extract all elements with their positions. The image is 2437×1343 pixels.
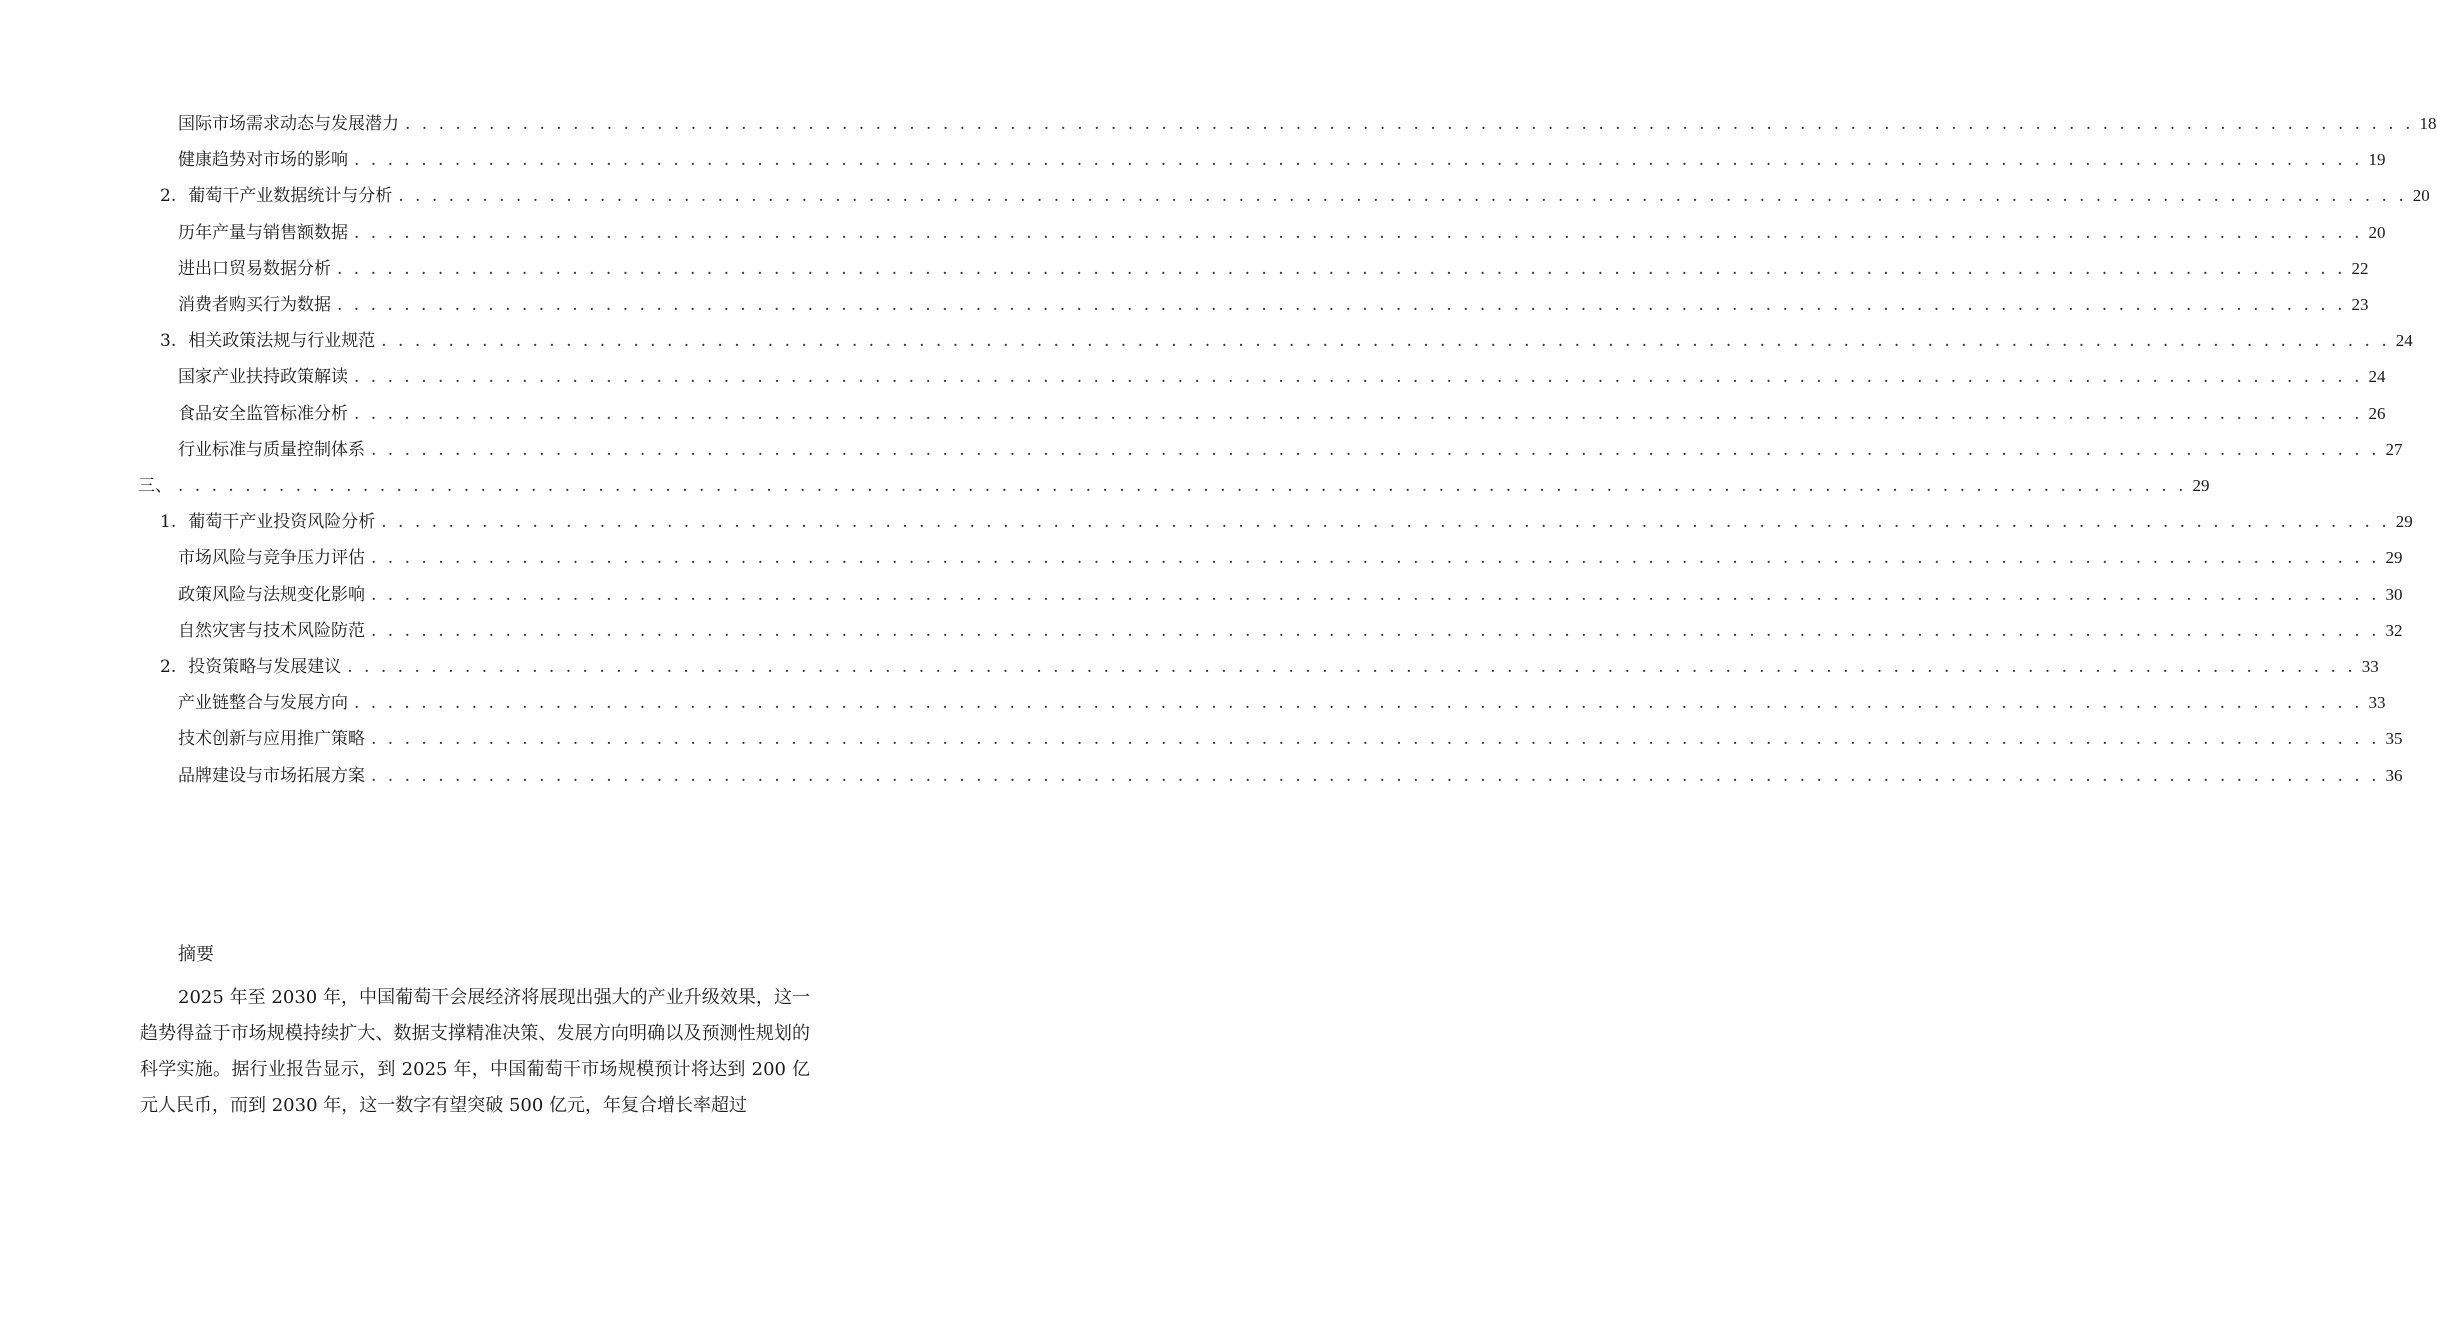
toc-entry-page-number: 19 (2368, 150, 2386, 170)
toc-entry-page-number: 24 (2395, 331, 2413, 351)
toc-entry[interactable] (178, 364, 2386, 390)
toc-dot-leader: . . . . . . . . . . . . . . . . . . . . . . . . . . . . . . . . . . . . . . . . . . . . . . . . . . . . . . . . . . . . . . . . . . . . . . . . . . . . . . . . . . . . . . . . . . . . . . . . . . . . . . . . . . . . . . . . . . . . . . . . (381, 512, 2390, 533)
toc-entry-page-number: 33 (2368, 693, 2386, 713)
toc-entry-page-number: 20 (2368, 222, 2386, 242)
toc-entry-page-number: 27 (2385, 439, 2403, 459)
toc-dot-leader: . . . . . . . . . . . . . . . . . . . . . . . . . . . . . . . . . . . . . . . . . . . . . . . . . . . . . . . . . . . . . . . . . . . . . . . . . . . . . . . . . . . . . . . . . . . . . . . . . . . . . . . . . . . . . . . . . . . . . . . . (371, 439, 2380, 460)
toc-entry-number: 2. (160, 657, 177, 677)
toc-dot-leader: . . . . . . . . . . . . . . . . . . . . . . . . . . . . . . . . . . . . . . . . . . . . . . . . . . . . . . . . . . . . . . . . . . . . . . . . . . . . . . . . . . . . . . . . . . . . . . . . . . . . . . . . . . . . . . . . . . . . . . . . (354, 693, 2363, 714)
toc-entry[interactable] (178, 401, 2386, 427)
toc-dot-leader: . . . . . . . . . . . . . . . . . . . . . . . . . . . . . . . . . . . . . . . . . . . . . . . . . . . . . . . . . . . . . . . . . . . . . . . . . . . . . . . . . . . . . . . . . . . . . . . . . . . . . . . . . . . . . . . . . . . . . . . . (347, 657, 2356, 677)
toc-entry[interactable] (160, 654, 2379, 680)
toc-entry-title: 政策风险与法规变化影响 (178, 584, 365, 605)
toc-entry-page-number: 18 (2419, 114, 2437, 133)
toc-dot-leader: . . . . . . . . . . . . . . . . . . . . . . . . . . . . . . . . . . . . . . . . . . . . . . . . . . . . . . . . . . . . . . . . . . . . . . . . . . . . . . . . . . . . . . . . . . . . . . . . . . . . . . . . . . . . . . . . . . . . . . . . (371, 620, 2380, 641)
toc-entry[interactable] (178, 545, 2403, 571)
toc-dot-leader: . . . . . . . . . . . . . . . . . . . . . . . . . . . . . . . . . . . . . . . . . . . . . . . . . . . . . . . . . . . . . . . . . . . . . . . . . . . . . . . . . . . . . . . . . . . . . . . . . . . . . . . . . . . . . . . . . . . . . . . . (337, 258, 2346, 279)
toc-entry-page-number: 35 (2385, 729, 2403, 749)
toc-entry-page-number: 29 (2385, 548, 2403, 568)
toc-entry-title: 自然灾害与技术风险防范 (178, 620, 365, 641)
toc-entry[interactable] (178, 690, 2386, 716)
toc-entry[interactable] (160, 183, 2430, 209)
toc-dot-leader: . . . . . . . . . . . . . . . . . . . . . . . . . . . . . . . . . . . . . . . . . . . . . . . . . . . . . . . . . . . . . . . . . . . . . . . . . . . . . . . . . . . . . . . . . . . . . . . . . . . . . . . . . . . . . . . . . . . . . . . . (371, 765, 2380, 786)
toc-dot-leader: . . . . . . . . . . . . . . . . . . . . . . . . . . . . . . . . . . . . . . . . . . . . . . . . . . . . . . . . . . . . . . . . . . . . . . . . . . . . . . . . . . . . . . . . . . . . . . . . . . . . . . . . . . . . . . . . . . . . . . . . (178, 476, 2187, 496)
toc-entry-title: 国际市场需求动态与发展潜力 (178, 114, 399, 134)
toc-entry-page-number: 30 (2385, 584, 2403, 604)
toc-entry-title: 行业标准与质量控制体系 (178, 439, 365, 460)
toc-entry-number: 2. (160, 186, 177, 207)
toc-entry-title: 消费者购买行为数据 (178, 295, 331, 315)
toc-entry-title: 三、 (138, 476, 172, 496)
toc-dot-leader: . . . . . . . . . . . . . . . . . . . . . . . . . . . . . . . . . . . . . . . . . . . . . . . . . . . . . . . . . . . . . . . . . . . . . . . . . . . . . . . . . . . . . . . . . . . . . . . . . . . . . . . . . . . . . . . . . . . . . . . . (371, 584, 2380, 605)
toc-entry-page-number: 33 (2361, 657, 2379, 676)
toc-entry-title: 投资策略与发展建议 (188, 657, 342, 677)
toc-dot-leader: . . . . . . . . . . . . . . . . . . . . . . . . . . . . . . . . . . . . . . . . . . . . . . . . . . . . . . . . . . . . . . . . . . . . . . . . . . . . . . . . . . . . . . . . . . . . . . . . . . . . . . . . . . . . . . . . . . . . . . . . (381, 331, 2390, 352)
toc-entry-page-number: 32 (2385, 620, 2403, 640)
toc-entry[interactable] (178, 618, 2403, 644)
toc-entry[interactable] (178, 763, 2403, 789)
toc-dot-leader: . . . . . . . . . . . . . . . . . . . . . . . . . . . . . . . . . . . . . . . . . . . . . . . . . . . . . . . . . . . . . . . . . . . . . . . . . . . . . . . . . . . . . . . . . . . . . . . . . . . . . . . . . . . . . . . . . . . . . . . . (354, 367, 2363, 388)
toc-entry-page-number: 20 (2412, 186, 2430, 206)
toc-dot-leader: . . . . . . . . . . . . . . . . . . . . . . . . . . . . . . . . . . . . . . . . . . . . . . . . . . . . . . . . . . . . . . . . . . . . . . . . . . . . . . . . . . . . . . . . . . . . . . . . . . . . . . . . . . . . . . . . . . . . . . . . (354, 403, 2363, 424)
toc-entry[interactable] (178, 147, 2386, 173)
toc-entry[interactable] (178, 582, 2403, 608)
toc-entry-title: 技术创新与应用推广策略 (178, 729, 365, 750)
toc-entry-title: 品牌建设与市场拓展方案 (178, 765, 365, 786)
toc-entry-title: 国家产业扶持政策解读 (178, 367, 348, 388)
toc-dot-leader: . . . . . . . . . . . . . . . . . . . . . . . . . . . . . . . . . . . . . . . . . . . . . . . . . . . . . . . . . . . . . . . . . . . . . . . . . . . . . . . . . . . . . . . . . . . . . . . . . . . . . . . . . . . . . . . . . . . . . . . . (337, 295, 2346, 315)
toc-entry-title: 进出口贸易数据分析 (178, 258, 331, 279)
toc-entry-title: 历年产量与销售额数据 (178, 222, 348, 243)
toc-entry-title: 健康趋势对市场的影响 (178, 150, 348, 171)
toc-entry-number: 3. (160, 331, 177, 352)
toc-entry-page-number: 23 (2351, 295, 2369, 314)
toc-entry[interactable] (178, 726, 2403, 752)
toc-entry-page-number: 26 (2368, 403, 2386, 423)
toc-entry-page-number: 29 (2192, 476, 2210, 495)
toc-entry[interactable] (138, 473, 2210, 499)
toc-dot-leader: . . . . . . . . . . . . . . . . . . . . . . . . . . . . . . . . . . . . . . . . . . . . . . . . . . . . . . . . . . . . . . . . . . . . . . . . . . . . . . . . . . . . . . . . . . . . . . . . . . . . . . . . . . . . . . . . . . . . . . . . (398, 186, 2407, 207)
toc-dot-leader: . . . . . . . . . . . . . . . . . . . . . . . . . . . . . . . . . . . . . . . . . . . . . . . . . . . . . . . . . . . . . . . . . . . . . . . . . . . . . . . . . . . . . . . . . . . . . . . . . . . . . . . . . . . . . . . . . . . . . . . . (405, 114, 2414, 134)
toc-dot-leader: . . . . . . . . . . . . . . . . . . . . . . . . . . . . . . . . . . . . . . . . . . . . . . . . . . . . . . . . . . . . . . . . . . . . . . . . . . . . . . . . . . . . . . . . . . . . . . . . . . . . . . . . . . . . . . . . . . . . . . . . (371, 729, 2380, 750)
toc-entry-number: 1. (160, 512, 177, 533)
toc-entry-page-number: 22 (2351, 258, 2369, 278)
toc-entry-page-number: 29 (2395, 512, 2413, 532)
toc-entry[interactable] (178, 111, 2437, 137)
toc-entry-title: 葡萄干产业投资风险分析 (188, 512, 376, 533)
toc-entry[interactable] (178, 437, 2403, 463)
toc-entry-title: 相关政策法规与行业规范 (188, 331, 376, 352)
toc-entry-title: 食品安全监管标准分析 (178, 403, 348, 424)
toc-dot-leader: . . . . . . . . . . . . . . . . . . . . . . . . . . . . . . . . . . . . . . . . . . . . . . . . . . . . . . . . . . . . . . . . . . . . . . . . . . . . . . . . . . . . . . . . . . . . . . . . . . . . . . . . . . . . . . . . . . . . . . . . (371, 548, 2380, 569)
toc-entry[interactable] (160, 509, 2413, 535)
abstract-title: 摘要 (178, 944, 214, 965)
toc-entry-title: 葡萄干产业数据统计与分析 (188, 186, 393, 207)
toc-entry[interactable] (160, 328, 2413, 354)
toc-entry-title: 产业链整合与发展方向 (178, 693, 348, 714)
toc-entry-title: 市场风险与竞争压力评估 (178, 548, 365, 569)
toc-entry[interactable] (178, 292, 2369, 318)
toc-dot-leader: . . . . . . . . . . . . . . . . . . . . . . . . . . . . . . . . . . . . . . . . . . . . . . . . . . . . . . . . . . . . . . . . . . . . . . . . . . . . . . . . . . . . . . . . . . . . . . . . . . . . . . . . . . . . . . . . . . . . . . . . (354, 150, 2363, 171)
toc-dot-leader: . . . . . . . . . . . . . . . . . . . . . . . . . . . . . . . . . . . . . . . . . . . . . . . . . . . . . . . . . . . . . . . . . . . . . . . . . . . . . . . . . . . . . . . . . . . . . . . . . . . . . . . . . . . . . . . . . . . . . . . . (354, 222, 2363, 243)
toc-entry[interactable] (178, 256, 2369, 282)
toc-entry-page-number: 36 (2385, 765, 2403, 785)
abstract-body: 2025 年至 2030 年，中国葡萄干会展经济将展现出强大的产业升级效果，这一趋势得益于市场规模持续扩大、数据支撑精准决策、发展方向明确以及预测性规划的科学实施。据行业报告显示，到 2025 年，中国葡萄干市场规模预计将达到 200 亿元人民币，而到 2030 年，这一数字有望突破 500 亿元，年复合增长率超过 (140, 987, 810, 1116)
toc-entry[interactable] (178, 220, 2386, 246)
toc-entry-page-number: 24 (2368, 367, 2386, 387)
